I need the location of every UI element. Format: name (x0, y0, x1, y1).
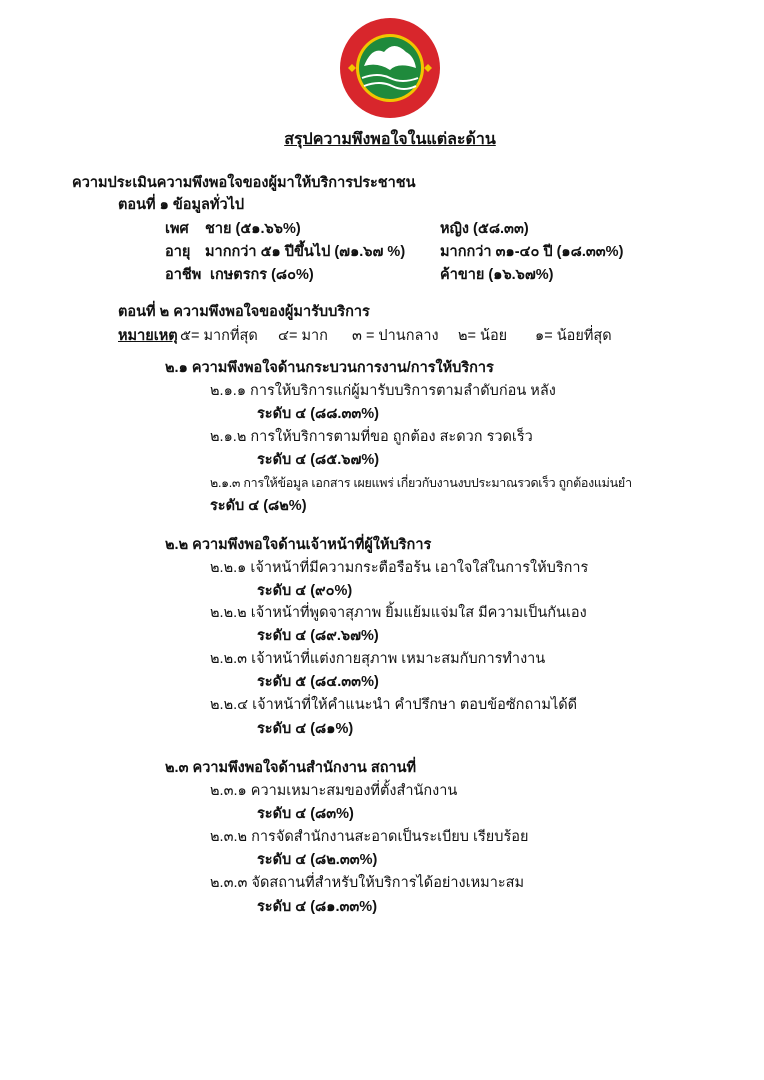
part2-heading: ตอนที่ ๒ ความพึงพอใจของผู้มารับบริการ (118, 304, 370, 320)
occupation-value1: เกษตรกร (๘๐%) (210, 267, 314, 283)
item-level: ระดับ ๔ (๘๙.๖๗%) (257, 628, 379, 644)
item-level: ระดับ ๔ (๘๒.๓๓%) (257, 852, 378, 868)
item-text: ๒.๒.๑ เจ้าหน้าที่มีความกระตือรือร้น เอาใจใส่ในการให้บริการ (210, 560, 589, 576)
item-text: ๒.๒.๒ เจ้าหน้าที่พูดจาสุภาพ ยิ้มแย้มแจ่มใส มีความเป็นกันเอง (210, 605, 587, 621)
section-heading: ๒.๑ ความพึงพอใจด้านกระบวนการงาน/การให้บริการ (165, 360, 494, 376)
occupation-value2: ค้าขาย (๑๖.๖๗%) (440, 267, 554, 283)
age-label: อายุ (165, 244, 191, 260)
scale-1: ๑= น้อยที่สุด (535, 328, 612, 344)
item-level: ระดับ ๔ (๘๑%) (257, 721, 354, 737)
item-level: ระดับ ๔ (๘๒%) (210, 498, 307, 514)
municipality-logo (338, 16, 442, 120)
item-text: ๒.๒.๔ เจ้าหน้าที่ให้คำแนะนำ คำปรึกษา ตอบข้อซักถามได้ดี (210, 697, 578, 713)
item-text: ๒.๑.๑ การให้บริการแก่ผู้มารับบริการตามลำดับก่อน หลัง (210, 383, 556, 399)
note-label: หมายเหตุ (118, 328, 178, 344)
item-level: ระดับ ๔ (๘๓%) (257, 806, 354, 822)
gender-female: หญิง (๕๘.๓๓) (440, 221, 529, 237)
item-text: ๒.๒.๓ เจ้าหน้าที่แต่งกายสุภาพ เหมาะสมกับการทำงาน (210, 651, 546, 667)
occupation-label: อาชีพ (165, 267, 202, 283)
item-text: ๒.๑.๓ การให้ข้อมูล เอกสาร เผยแพร่ เกี่ยวกับงานงบประมาณรวดเร็ว ถูกต้องแม่นยำ (210, 476, 632, 490)
item-text: ๒.๓.๒ การจัดสำนักงานสะอาดเป็นระเบียบ เรียบร้อย (210, 829, 529, 845)
item-level: ระดับ ๔ (๘๑.๓๓%) (257, 899, 378, 915)
gender-label: เพศ (165, 221, 189, 237)
part1-heading: ตอนที่ ๑ ข้อมูลทั่วไป (118, 197, 245, 213)
page-title: สรุปความพึงพอใจในแต่ละด้าน (284, 131, 496, 148)
scale-4: ๔= มาก (278, 328, 328, 344)
age-value1: มากกว่า ๕๑ ปีขึ้นไป (๗๑.๖๗ %) (205, 244, 406, 260)
section-heading: ๒.๓ ความพึงพอใจด้านสำนักงาน สถานที่ (165, 760, 417, 776)
item-level: ระดับ ๔ (๙๐%) (257, 583, 353, 599)
item-level: ระดับ ๔ (๘๕.๖๗%) (257, 452, 380, 468)
gender-male: ชาย (๕๑.๖๖%) (205, 221, 301, 237)
scale-5: ๕= มากที่สุด (180, 328, 258, 344)
item-level: ระดับ ๔ (๘๘.๓๓%) (257, 406, 380, 422)
section-heading: ๒.๒ ความพึงพอใจด้านเจ้าหน้าที่ผู้ให้บริการ (165, 537, 432, 553)
intro-heading: ความประเมินความพึงพอใจของผู้มาให้บริการประชาชน (72, 175, 416, 191)
scale-2: ๒= น้อย (458, 328, 508, 344)
scale-3: ๓ = ปานกลาง (352, 328, 439, 344)
item-text: ๒.๓.๑ ความเหมาะสมของที่ตั้งสำนักงาน (210, 783, 458, 799)
item-text: ๒.๑.๒ การให้บริการตามที่ขอ ถูกต้อง สะดวก รวดเร็ว (210, 429, 533, 445)
item-level: ระดับ ๕ (๘๔.๓๓%) (257, 674, 379, 690)
age-value2: มากกว่า ๓๑-๔๐ ปี (๑๘.๓๓%) (440, 244, 624, 260)
item-text: ๒.๓.๓ จัดสถานที่สำหรับให้บริการได้อย่างเหมาะสม (210, 875, 525, 891)
